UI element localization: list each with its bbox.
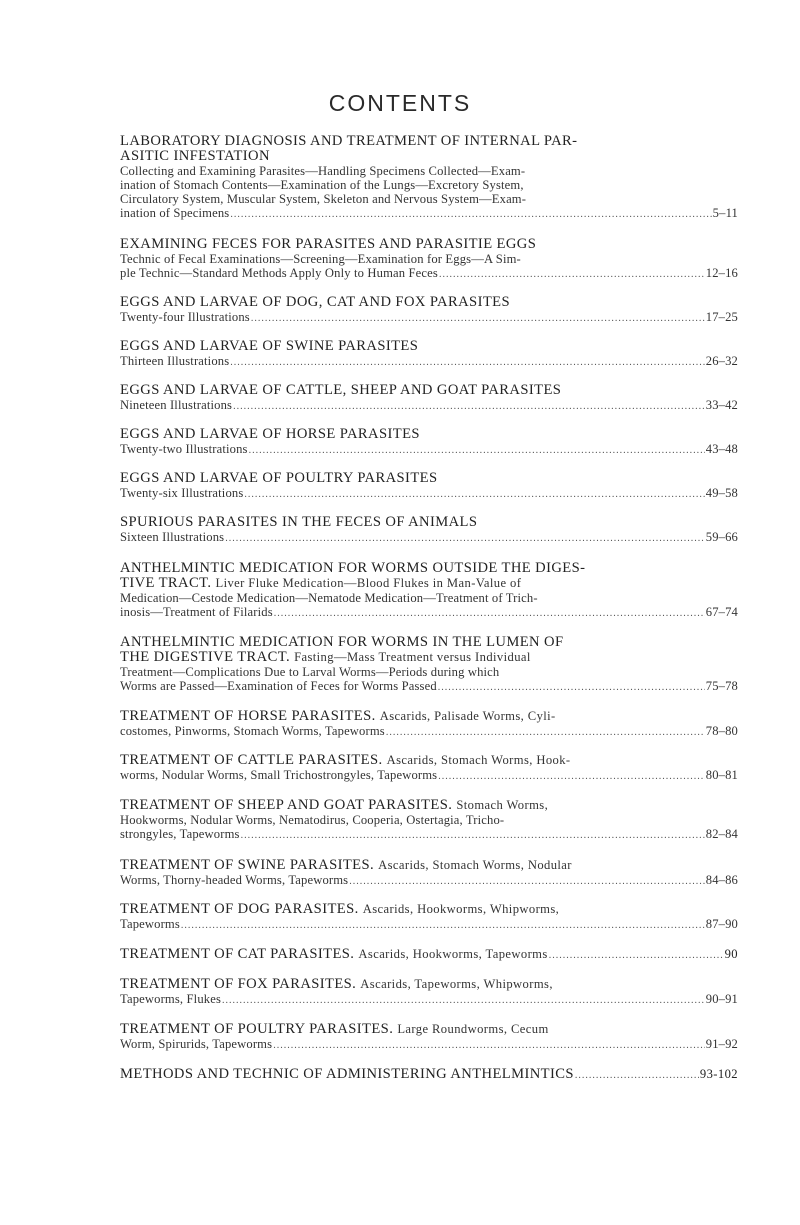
entry-description: Sixteen Illustrations xyxy=(120,530,225,544)
toc-entry xyxy=(120,858,738,889)
entry-heading: SPURIOUS PARASITES IN THE FECES OF ANIMALS xyxy=(120,514,478,530)
table-of-contents xyxy=(120,134,738,1083)
entry-heading: TREATMENT OF HORSE PARASITES. xyxy=(120,708,376,724)
leader-dots xyxy=(230,356,704,370)
entry-heading-row xyxy=(120,858,738,873)
entry-description: Stomach Worms, xyxy=(456,798,549,812)
toc-entry xyxy=(120,977,738,1008)
entry-description: Technic of Fecal Examinations—Screening—Examination for Eggs—A Sim- xyxy=(120,252,521,266)
entry-description: Ascarids, Palisade Worms, Cyli- xyxy=(379,709,556,723)
leader-dots xyxy=(549,948,724,963)
entry-heading: TREATMENT OF DOG PARASITES. xyxy=(120,901,359,917)
toc-entry xyxy=(120,635,738,695)
entry-description: Twenty-two Illustrations xyxy=(120,442,248,456)
entry-description: Twenty-four Illustrations xyxy=(120,310,250,324)
page-numbers: 5–11 xyxy=(712,206,738,220)
entry-heading: EXAMINING FECES FOR PARASITES AND PARASITIE EGGS xyxy=(120,236,537,252)
entry-page-line xyxy=(120,206,738,222)
page-numbers: 49–58 xyxy=(705,486,738,500)
entry-description: Worm, Spirurids, Tapeworms xyxy=(120,1037,273,1051)
page-numbers: 75–78 xyxy=(705,679,738,693)
entry-heading-row xyxy=(120,1022,738,1037)
toc-entry xyxy=(120,1022,738,1053)
leader-dots xyxy=(225,532,705,546)
entry-page-line xyxy=(120,486,738,502)
entry-page-line xyxy=(120,827,738,843)
page-numbers: 33–42 xyxy=(705,398,738,412)
entry-page-line xyxy=(120,873,738,889)
toc-entry xyxy=(120,798,738,843)
entry-page-line xyxy=(120,442,738,458)
entry-description: Tapeworms, Flukes xyxy=(120,992,222,1006)
entry-heading: METHODS AND TECHNIC OF ADMINISTERING ANTHELMINTICS xyxy=(120,1066,574,1082)
leader-dots xyxy=(274,607,705,621)
entry-description: Treatment—Complications Due to Larval Worms—Periods during which xyxy=(120,665,500,679)
entry-description: costomes, Pinworms, Stomach Worms, Tapeworms xyxy=(120,724,385,738)
entry-heading-row xyxy=(120,650,738,665)
entry-heading-row xyxy=(120,977,738,992)
page-numbers: 26–32 xyxy=(705,354,738,368)
leader-dots xyxy=(181,919,705,933)
entry-page-line xyxy=(120,1037,738,1053)
page-numbers: 12–16 xyxy=(705,266,738,280)
entry-description: Ascarids, Tapeworms, Whipworms, xyxy=(360,977,553,991)
leader-dots xyxy=(349,875,705,889)
entry-page-line xyxy=(120,947,738,963)
entry-page-line xyxy=(120,310,738,326)
leader-dots xyxy=(249,444,705,458)
page-title: CONTENTS xyxy=(328,90,472,116)
page-numbers: 59–66 xyxy=(705,530,738,544)
entry-heading-row xyxy=(120,709,738,724)
toc-entry xyxy=(120,427,738,458)
toc-entry xyxy=(120,515,738,546)
entry-heading-row xyxy=(120,947,548,962)
leader-dots xyxy=(230,208,711,222)
entry-description: Liver Fluke Medication—Blood Flukes in Man-Value of xyxy=(215,576,522,590)
entry-heading: ASITIC INFESTATION xyxy=(120,148,270,164)
entry-description: Ascarids, Stomach Worms, Hook- xyxy=(386,753,571,767)
entry-description: Large Roundworms, Cecum xyxy=(397,1022,549,1036)
entry-description: Worms, Thorny-headed Worms, Tapeworms xyxy=(120,873,349,887)
entry-page-line xyxy=(120,917,738,933)
entry-description: ple Technic—Standard Methods Apply Only to Human Feces xyxy=(120,266,438,280)
page-numbers: 87–90 xyxy=(705,917,738,931)
entry-description: Collecting and Examining Parasites—Handling Specimens Collected—Exam- xyxy=(120,164,526,178)
entry-heading: LABORATORY DIAGNOSIS AND TREATMENT OF INTERNAL PAR- xyxy=(120,133,578,149)
leader-dots xyxy=(273,1039,705,1053)
leader-dots xyxy=(251,312,705,326)
entry-description: ination of Specimens xyxy=(120,206,230,220)
leader-dots xyxy=(575,1068,699,1083)
entry-description: Ascarids, Stomach Worms, Nodular xyxy=(378,858,572,872)
page-numbers: 43–48 xyxy=(705,442,738,456)
entry-heading-row xyxy=(120,753,738,768)
page-numbers: 90–91 xyxy=(705,992,738,1006)
entry-heading: EGGS AND LARVAE OF DOG, CAT AND FOX PARASITES xyxy=(120,294,510,310)
page-numbers: 78–80 xyxy=(705,724,738,738)
entry-page-line xyxy=(120,724,738,740)
entry-description: Ascarids, Hookworms, Whipworms, xyxy=(362,902,560,916)
entry-page-line xyxy=(120,992,738,1008)
toc-entry xyxy=(120,902,738,933)
entry-description: Worms are Passed—Examination of Feces for Worms Passed xyxy=(120,679,437,693)
entry-description: Ascarids, Hookworms, Tapeworms xyxy=(358,947,548,961)
leader-dots xyxy=(222,994,705,1008)
entry-description: Hookworms, Nodular Worms, Nematodirus, Cooperia, Ostertagia, Tricho- xyxy=(120,813,505,827)
entry-page-line xyxy=(120,679,738,695)
toc-entry xyxy=(120,947,738,963)
page-numbers: 82–84 xyxy=(705,827,738,841)
page-numbers: 67–74 xyxy=(705,605,738,619)
toc-entry xyxy=(120,561,738,621)
entry-description: worms, Nodular Worms, Small Trichostrongyles, Tapeworms xyxy=(120,768,438,782)
entry-heading-row xyxy=(120,902,738,917)
leader-dots xyxy=(241,829,705,843)
entry-heading: ANTHELMINTIC MEDICATION FOR WORMS OUTSIDE THE DIGES- xyxy=(120,560,586,576)
entry-description: Medication—Cestode Medication—Nematode Medication—Treatment of Trich- xyxy=(120,591,538,605)
page-numbers: 91–92 xyxy=(705,1037,738,1051)
entry-page-line xyxy=(120,1067,738,1083)
entry-heading: TREATMENT OF FOX PARASITES. xyxy=(120,976,357,992)
entry-page-line xyxy=(120,605,738,621)
leader-dots xyxy=(438,770,705,784)
entry-page-line xyxy=(120,266,738,282)
entry-description: inosis—Treatment of Filarids xyxy=(120,605,273,619)
page-numbers: 17–25 xyxy=(705,310,738,324)
entry-description: Fasting—Mass Treatment versus Individual xyxy=(294,650,531,664)
leader-dots xyxy=(438,681,705,695)
page-numbers: 84–86 xyxy=(705,873,738,887)
toc-entry xyxy=(120,753,738,784)
entry-page-line xyxy=(120,530,738,546)
leader-dots xyxy=(233,400,705,414)
entry-heading: TREATMENT OF CAT PARASITES. xyxy=(120,946,355,962)
entry-heading-row xyxy=(120,798,738,813)
entry-description: strongyles, Tapeworms xyxy=(120,827,240,841)
entry-description: Tapeworms xyxy=(120,917,180,931)
entry-heading: TREATMENT OF CATTLE PARASITES. xyxy=(120,752,383,768)
toc-entry xyxy=(120,471,738,502)
entry-heading: EGGS AND LARVAE OF SWINE PARASITES xyxy=(120,338,419,354)
toc-entry xyxy=(120,237,738,282)
entry-description: Circulatory System, Muscular System, Skeleton and Nervous System—Exam- xyxy=(120,192,527,206)
toc-entry xyxy=(120,1067,738,1083)
entry-heading: TREATMENT OF POULTRY PARASITES. xyxy=(120,1021,394,1037)
entry-page-line xyxy=(120,768,738,784)
entry-heading: THE DIGESTIVE TRACT. xyxy=(120,649,290,665)
leader-dots xyxy=(244,488,704,502)
entry-heading-row xyxy=(120,576,738,591)
entry-description: Nineteen Illustrations xyxy=(120,398,233,412)
entry-heading: EGGS AND LARVAE OF HORSE PARASITES xyxy=(120,426,420,442)
toc-entry xyxy=(120,295,738,326)
leader-dots xyxy=(439,268,705,282)
entry-heading: ANTHELMINTIC MEDICATION FOR WORMS IN THE LUMEN OF xyxy=(120,634,564,650)
entry-heading: TIVE TRACT. xyxy=(120,575,212,591)
entry-description: ination of Stomach Contents—Examination of the Lungs—Excretory System, xyxy=(120,178,524,192)
toc-entry xyxy=(120,134,738,222)
toc-entry xyxy=(120,339,738,370)
toc-entry xyxy=(120,709,738,740)
entry-description: Thirteen Illustrations xyxy=(120,354,230,368)
page-numbers: 90 xyxy=(724,947,738,961)
entry-description: Twenty-six Illustrations xyxy=(120,486,244,500)
leader-dots xyxy=(386,726,705,740)
entry-heading: EGGS AND LARVAE OF POULTRY PARASITES xyxy=(120,470,438,486)
page-numbers: 80–81 xyxy=(705,768,738,782)
entry-page-line xyxy=(120,398,738,414)
toc-entry xyxy=(120,383,738,414)
entry-page-line xyxy=(120,354,738,370)
entry-heading: TREATMENT OF SWINE PARASITES. xyxy=(120,857,375,873)
entry-heading: TREATMENT OF SHEEP AND GOAT PARASITES. xyxy=(120,797,453,813)
entry-heading: EGGS AND LARVAE OF CATTLE, SHEEP AND GOAT PARASITES xyxy=(120,382,562,398)
entry-heading-row xyxy=(120,1067,574,1082)
page-numbers: 93-102 xyxy=(699,1067,738,1081)
